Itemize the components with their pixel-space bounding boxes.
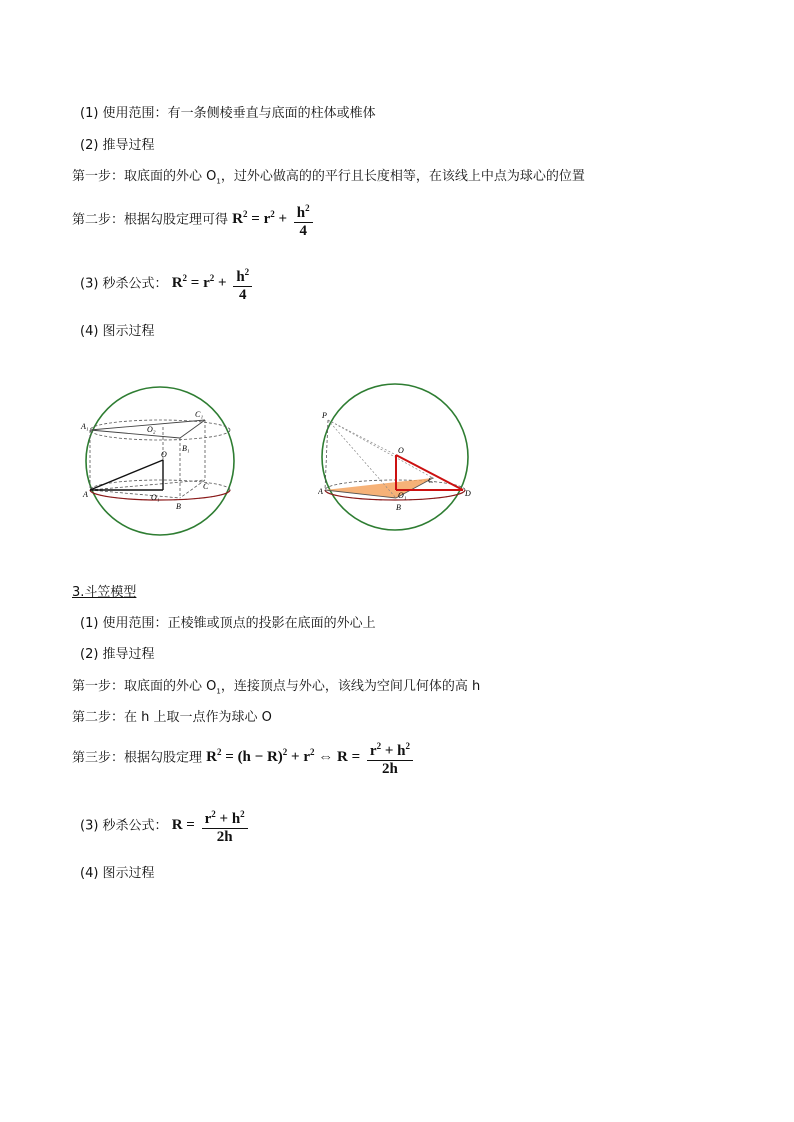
derivation-heading: (2) 推导过程 xyxy=(80,138,155,153)
formula-r: R xyxy=(232,211,244,228)
s3-step1-line xyxy=(72,675,480,696)
f3-den: 2h xyxy=(382,761,398,777)
s3-step3-line xyxy=(72,738,413,778)
s3-quick-formula xyxy=(171,809,248,845)
f3-iff: ⇔ R = xyxy=(314,749,361,766)
label-o1: O₁ xyxy=(151,493,160,502)
qf-lhs: R = xyxy=(171,817,195,834)
s3-step1-label: 第一步： xyxy=(72,679,125,694)
f3-r: R xyxy=(206,749,218,766)
quick-label: (3) 秒杀公式： xyxy=(80,276,168,292)
top-edge-3 xyxy=(180,420,205,438)
step2-label: 第二步： xyxy=(72,212,125,228)
step2-formula: $R^2 = r^2$ + $\frac{h^2}{4}$ xyxy=(232,211,312,227)
label-o-right: O xyxy=(398,446,404,455)
s3-quick-formula-line xyxy=(80,806,248,846)
label-b-right: B xyxy=(396,503,401,512)
s3-step2-label: 第二步： xyxy=(72,710,125,725)
orange-triangle xyxy=(325,478,433,498)
bottom-edge-3 xyxy=(180,480,205,498)
f3-mid: = (h − R) xyxy=(221,749,283,766)
label-o2: O₂ xyxy=(147,425,156,434)
step1-label: 第一步： xyxy=(72,169,125,184)
bottom-edge-1 xyxy=(90,480,205,490)
label-d-right: D xyxy=(465,489,471,498)
quick-formula: $R^2 = r^2$ + $\frac{h^2}{4}$ xyxy=(172,275,252,291)
step2-line xyxy=(72,200,313,240)
scope-text: 有一条侧棱垂直与底面的柱体或椎体 xyxy=(167,106,376,121)
s3-scope-line xyxy=(80,612,376,631)
step1-text-b: ，过外心做高的的平行且长度相等，在该线上中点为球心的位置 xyxy=(220,169,585,184)
edge-pc xyxy=(328,420,433,478)
s3-step3-formula: $R^2 = (h - R)^2 + r^2$ ⇔ R = $\frac{r^2 + h^2}{2h}$ xyxy=(206,749,413,765)
qf-fraction: $\frac{r^2 + h^2}{2h}$ xyxy=(202,806,248,846)
s3-scope-label: (1) 使用范围： xyxy=(80,616,168,631)
pyramid-sphere-figure xyxy=(318,380,488,540)
s3-quick-label: (3) 秒杀公式： xyxy=(80,818,168,834)
step1-line xyxy=(72,165,585,186)
s3-scope-text: 正棱锥或顶点的投影在底面的外心上 xyxy=(167,616,376,631)
s3-step2-line xyxy=(72,706,272,725)
step1-sub: 1 xyxy=(216,177,221,186)
qf-num-a: r xyxy=(204,811,212,827)
bottom-edge-2 xyxy=(90,490,180,498)
label-p: P xyxy=(322,411,327,420)
label-a-right: A xyxy=(318,487,323,496)
radius-ao xyxy=(90,460,163,490)
label-a1: A₁ xyxy=(81,422,89,431)
formula-fraction: $\frac{h^2}{4}$ xyxy=(294,200,313,240)
edge-po xyxy=(328,420,396,455)
label-b1: B₁ xyxy=(182,444,190,453)
scope-label: (1) 使用范围： xyxy=(80,106,168,121)
s3-step1-text-b: ，连接顶点与外心，该线为空间几何体的高 h xyxy=(220,679,481,694)
s3-step3-text: 根据勾股定理 xyxy=(124,750,203,766)
qformula-r: R xyxy=(171,275,183,292)
label-o1-right: O₁ xyxy=(398,491,407,500)
s3-step1-text-a: 取底面的外心 O xyxy=(124,679,217,694)
scope-line xyxy=(80,102,376,121)
step1-text-a: 取底面的外心 O xyxy=(124,169,217,184)
top-circle xyxy=(90,420,230,440)
f3-fraction: $\frac{r^2 + h^2}{2h}$ xyxy=(367,738,413,778)
qfrac-num: h xyxy=(236,269,245,285)
s3-derivation-heading: (2) 推导过程 xyxy=(80,647,155,662)
qformula-plus: + xyxy=(214,275,227,292)
qf-den: 2h xyxy=(216,829,233,845)
s3-figure-heading: (4) 图示过程 xyxy=(80,866,155,881)
qf-num-b: + h xyxy=(215,811,241,827)
qformula-eq: = r xyxy=(187,275,210,292)
step2-text: 根据勾股定理可得 xyxy=(124,212,229,228)
s3-step2-text: 在 h 上取一点作为球心 O xyxy=(124,710,272,725)
qfrac-den: 4 xyxy=(239,287,247,303)
qformula-fraction: $\frac{h^2}{4}$ xyxy=(233,264,252,304)
label-o: O xyxy=(161,450,167,459)
label-a: A xyxy=(83,490,88,499)
formula-eq: = r xyxy=(247,211,271,228)
prism-sphere-figure xyxy=(75,385,255,545)
f3-num-a: r xyxy=(369,743,377,759)
section3-title: 3.斗笠模型 xyxy=(72,585,137,600)
figure-heading: (4) 图示过程 xyxy=(80,324,155,339)
formula-plus: + xyxy=(274,211,288,228)
quick-formula-line xyxy=(80,264,252,304)
top-edge-2 xyxy=(90,430,180,438)
f3-plus: + r xyxy=(287,749,310,766)
f3-num-b: + h xyxy=(381,743,406,759)
frac-num: h xyxy=(296,205,306,221)
label-b: B xyxy=(176,502,181,511)
label-c: C xyxy=(203,482,209,491)
label-c1: C₁ xyxy=(195,410,204,419)
label-c-right: C xyxy=(428,476,434,485)
s3-step1-sub: 1 xyxy=(216,687,221,696)
s3-step3-label: 第三步： xyxy=(72,750,125,766)
frac-den: 4 xyxy=(299,223,307,239)
